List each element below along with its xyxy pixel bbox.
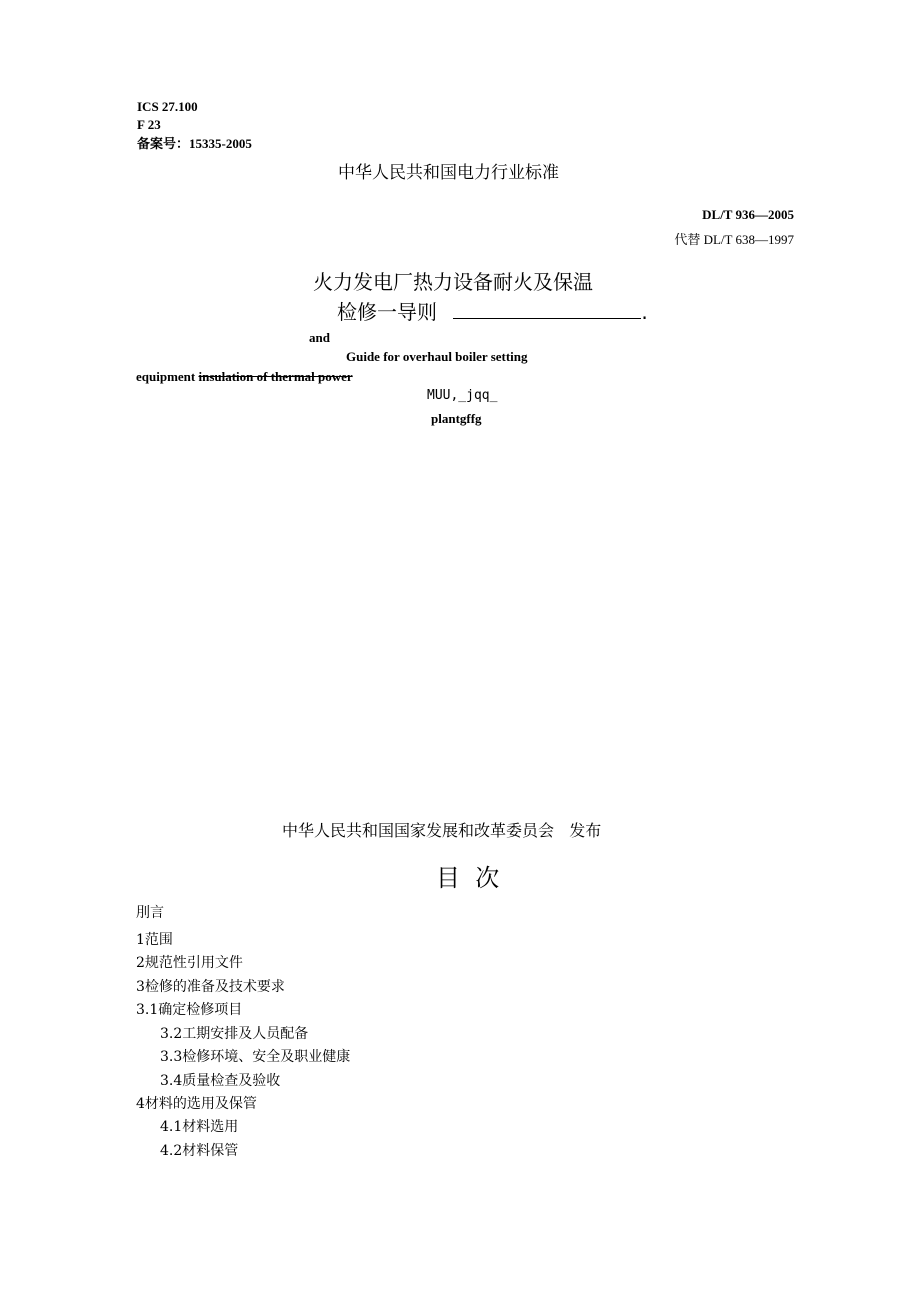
- english-muu: MUU,_jqq_: [427, 388, 498, 403]
- title-line-2-text: 检修一导则: [337, 300, 437, 324]
- title-line-2-end: .: [641, 300, 648, 324]
- record-number: 备案号：15335-2005: [137, 136, 252, 151]
- toc-item-3-2: 3.2工期安排及人员配备: [160, 1026, 309, 1042]
- toc-item-4-2: 4.2材料保管: [160, 1143, 239, 1159]
- industry-standard-heading: 中华人民共和国电力行业标准: [338, 163, 559, 183]
- english-guide: Guide for overhaul boiler setting: [346, 349, 528, 364]
- toc-heading: 目 次: [436, 864, 500, 892]
- toc-item-3-1: 3.1确定检修项目: [136, 1002, 243, 1018]
- toc-item-preface: 刖言: [136, 905, 164, 921]
- title-line-1: 火力发电厂热力设备耐火及保温: [313, 270, 593, 294]
- english-insulation: insulation of thermal power: [198, 369, 353, 384]
- toc-item-1: 1范围: [136, 932, 173, 948]
- english-equipment-line: [136, 368, 353, 385]
- toc-item-4: 4材料的选用及保管: [136, 1096, 257, 1112]
- issuer: 中华人民共和国国家发展和改革委员会 发布: [282, 821, 602, 840]
- english-equipment: equipment: [136, 369, 199, 384]
- toc-item-3-4: 3.4质量检查及验收: [160, 1073, 281, 1089]
- ics-code: ICS 27.100: [137, 99, 198, 114]
- standard-number: DL/T 936—2005: [702, 207, 794, 222]
- english-and: and: [309, 330, 330, 345]
- title-underline: [453, 302, 641, 319]
- english-plant: plantgffg: [431, 411, 482, 426]
- toc-item-3: 3检修的准备及技术要求: [136, 979, 285, 995]
- toc-item-4-1: 4.1材料选用: [160, 1119, 239, 1135]
- toc-item-3-3: 3.3检修环境、安全及职业健康: [160, 1049, 351, 1065]
- toc-item-2: 2规范性引用文件: [136, 955, 243, 971]
- classification-code: F 23: [137, 117, 161, 132]
- title-line-2: [337, 296, 648, 325]
- replaces-standard: 代替 DL/T 638—1997: [674, 232, 794, 247]
